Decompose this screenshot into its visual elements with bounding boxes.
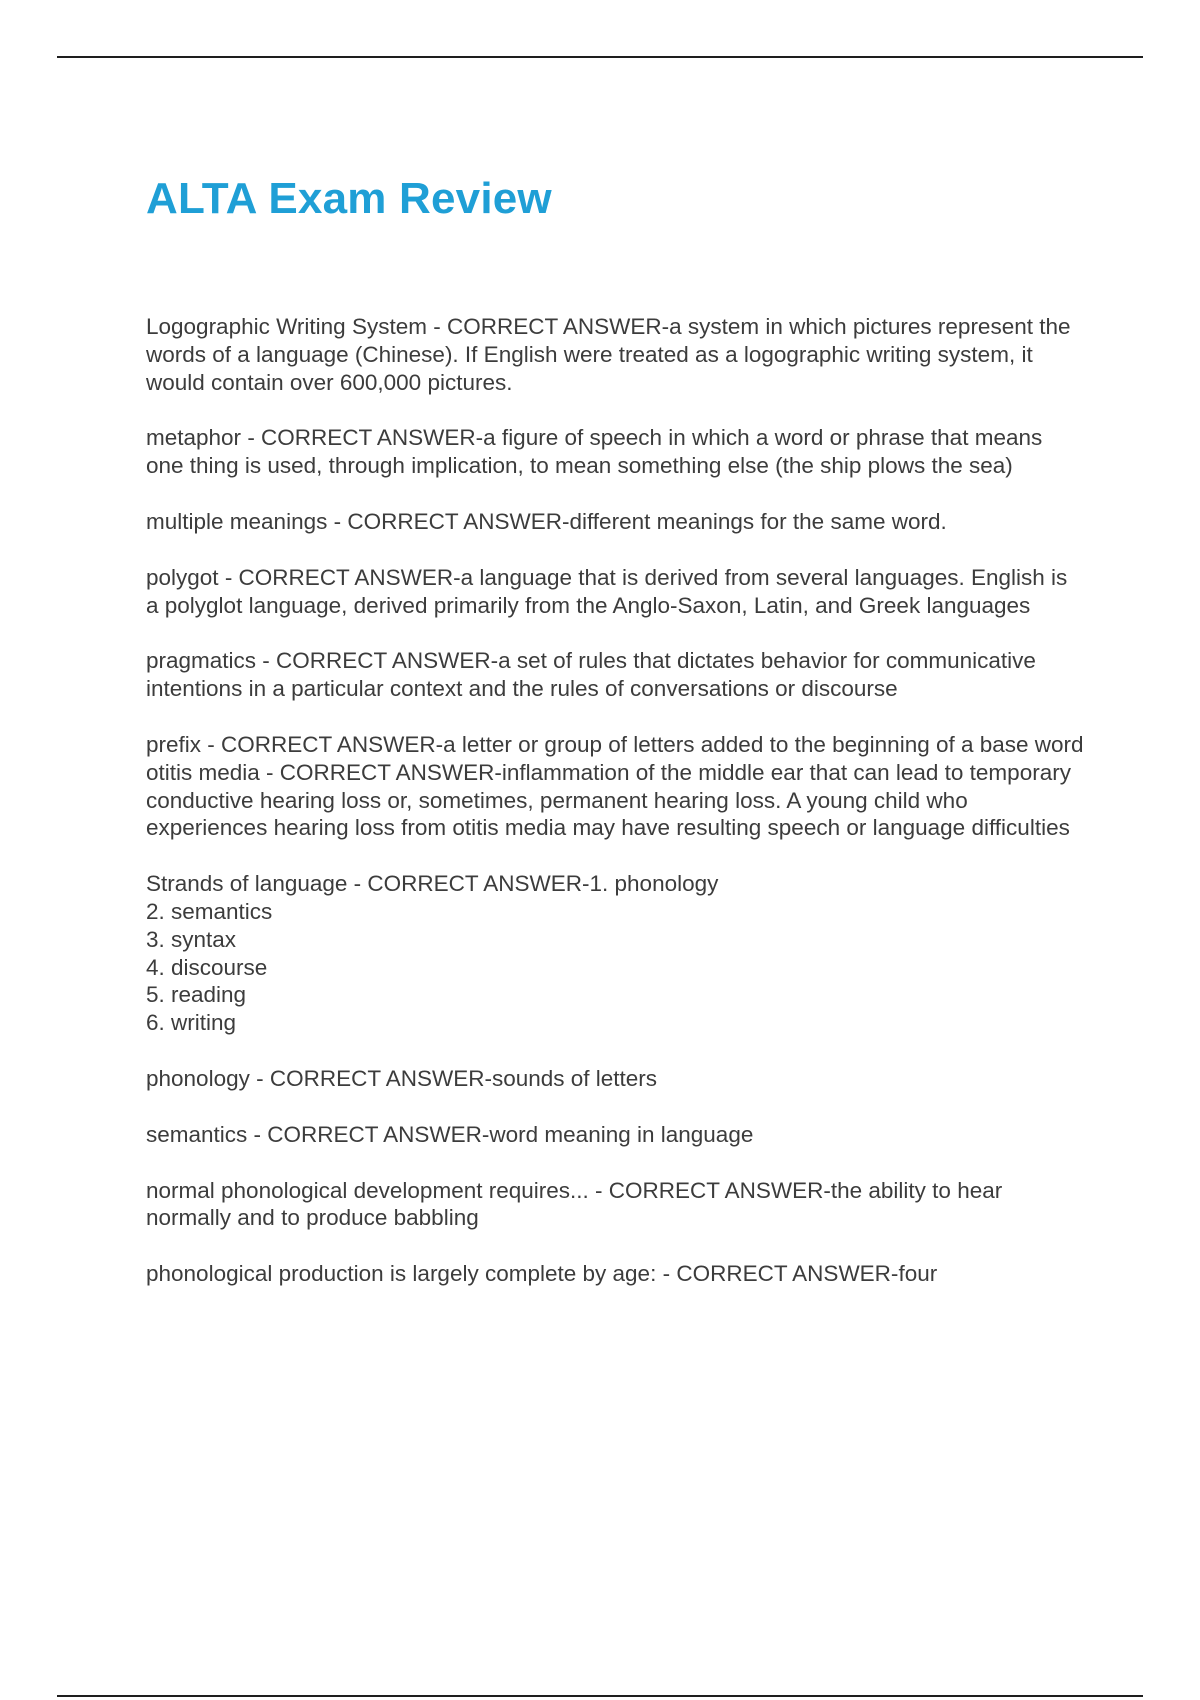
- strands-first-line: [146, 870, 1086, 898]
- qa-entry-semantics: [146, 1121, 1086, 1149]
- entry-term: Logographic Writing System: [146, 314, 427, 339]
- qa-entry-pragmatics: [146, 647, 1086, 703]
- qa-entry-phonological-production: [146, 1260, 1086, 1288]
- top-rule: [57, 56, 1143, 58]
- strand-list-item: 4. discourse: [146, 954, 268, 980]
- entry-term: semantics: [146, 1121, 248, 1147]
- strand-list-item: 3. syntax: [146, 926, 237, 952]
- document-body: [146, 313, 1086, 1316]
- entry-term: phonological production is largely complete by age:: [146, 1261, 657, 1287]
- entry-separator: - CORRECT ANSWER-: [426, 314, 670, 339]
- strand-list-item: 5. reading: [146, 982, 247, 1008]
- qa-entry-multiple-meanings: [146, 508, 1086, 536]
- entry-answer: inflammation of the middle ear that can lead to temporary conductive hearing loss or, sometimes, permanent hearing loss. A young child who experiences hearing loss from otitis media may have resulting speech or language difficulties: [146, 759, 1071, 841]
- entry-answer: 1. phonology: [589, 871, 719, 897]
- entry-answer: a system in which pictures represent the words of a language (Chinese). If English were treated as a logographic writing system, it would contain over 600,000 pictures.: [146, 314, 1071, 395]
- entry-term: multiple meanings: [146, 508, 328, 534]
- entry-answer: sounds of letters: [491, 1065, 658, 1091]
- entry-separator: - CORRECT ANSWER-: [259, 759, 502, 785]
- entry-separator: - CORRECT ANSWER-: [218, 564, 461, 590]
- strand-list-item: 6. writing: [146, 1010, 237, 1036]
- entry-separator: - CORRECT ANSWER-: [588, 1177, 831, 1203]
- entry-separator: - CORRECT ANSWER-: [241, 425, 484, 451]
- entry-separator: - CORRECT ANSWER-: [347, 871, 590, 897]
- entry-term: phonology: [146, 1065, 250, 1091]
- entry-term: metaphor: [146, 425, 242, 451]
- entry-answer: four: [898, 1261, 938, 1287]
- entry-answer: a set of rules that dictates behavior for communicative intentions in a particular context and the rules of conversations or discourse: [146, 648, 1036, 702]
- entry-separator: - CORRECT ANSWER-: [656, 1261, 899, 1287]
- entry-term: normal phonological development requires...: [146, 1177, 589, 1203]
- entry-separator: - CORRECT ANSWER-: [256, 648, 499, 674]
- bottom-rule: [57, 1695, 1143, 1697]
- entry-term: prefix: [146, 731, 202, 757]
- qa-entry-polygot: [146, 564, 1086, 620]
- entry-separator: - CORRECT ANSWER-: [201, 731, 444, 757]
- entry-term: polygot: [146, 564, 219, 590]
- entry-term: Strands of language: [146, 871, 348, 897]
- entry-term: otitis media: [146, 759, 260, 785]
- strand-list-item: 2. semantics: [146, 898, 273, 924]
- entry-answer: the ability to hear normally and to produce babbling: [146, 1177, 1003, 1231]
- document-title: ALTA Exam Review: [146, 174, 552, 223]
- entry-answer: a language that is derived from several languages. English is a polyglot language, derived primarily from the Anglo-Saxon, Latin, and Greek languages: [146, 564, 1068, 618]
- entry-answer: a figure of speech in which a word or phrase that means one thing is used, through implication, to mean something else (the ship plows the sea): [146, 425, 1043, 479]
- qa-entry-phonology: [146, 1065, 1086, 1093]
- entry-answer: word meaning in language: [489, 1121, 754, 1147]
- qa-entry-prefix: [146, 731, 1086, 759]
- entry-separator: - CORRECT ANSWER-: [247, 1121, 490, 1147]
- qa-entry-strands-of-language: [146, 870, 1086, 1037]
- qa-entry-phonological-development: [146, 1177, 1086, 1233]
- entry-separator: - CORRECT ANSWER-: [327, 508, 570, 534]
- entry-answer: different meanings for the same word.: [569, 508, 947, 534]
- qa-entry-logographic: [146, 313, 1086, 396]
- entry-answer: a letter or group of letters added to the beginning of a base word: [443, 731, 1084, 757]
- entry-term: pragmatics: [146, 648, 257, 674]
- qa-entry-otitis-media: [146, 759, 1086, 842]
- qa-entry-metaphor: [146, 424, 1086, 480]
- entry-separator: - CORRECT ANSWER-: [249, 1065, 492, 1091]
